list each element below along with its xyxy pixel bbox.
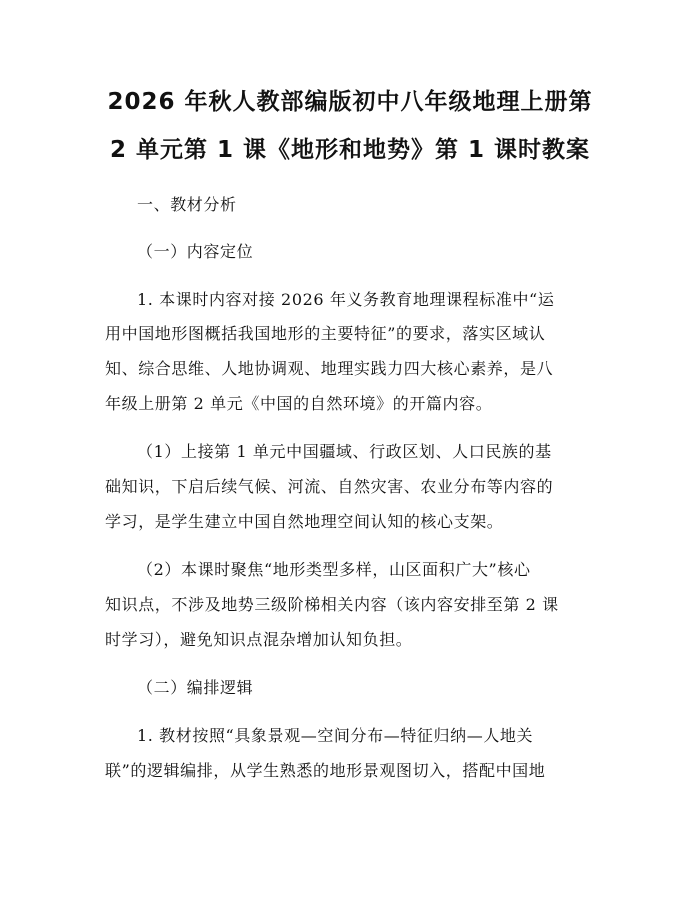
paragraph-1-line-1: 1. 本课时内容对接 2026 年义务教育地理课程标准中“运 (137, 290, 555, 309)
section-heading-teaching-material-analysis: 一、教材分析 (137, 195, 237, 214)
subsection-heading-arrangement-logic: （二）编排逻辑 (137, 678, 254, 697)
paragraph-2-line-2: 础知识，下启后续气候、河流、自然灾害、农业分布等内容的 (105, 477, 554, 496)
paragraph-3-line-3: 时学习），避免知识点混杂增加认知负担。 (105, 630, 413, 649)
paragraph-1-line-3: 知、综合思维、人地协调观、地理实践力四大核心素养，是八 (105, 359, 554, 378)
paragraph-1-line-4: 年级上册第 2 单元《中国的自然环境》的开篇内容。 (105, 394, 493, 413)
paragraph-4-line-2: 联”的逻辑编排，从学生熟悉的地形景观图切入，搭配中国地 (105, 761, 546, 780)
paragraph-2-line-3: 学习，是学生建立中国自然地理空间认知的核心支架。 (105, 512, 504, 531)
document-title-line-1: 2026 年秋人教部编版初中八年级地理上册第 (107, 89, 593, 115)
paragraph-3-line-1: （2）本课时聚焦“地形类型多样，山区面积广大”核心 (137, 560, 531, 579)
document-title-line-2: 2 单元第 1 课《地形和地势》第 1 课时教案 (109, 137, 591, 163)
paragraph-3-line-2: 知识点，不涉及地势三级阶梯相关内容（该内容安排至第 2 课 (105, 595, 559, 614)
paragraph-2-line-1: （1）上接第 1 单元中国疆域、行政区划、人口民族的基 (137, 442, 552, 461)
subsection-heading-content-positioning: （一）内容定位 (137, 242, 254, 261)
paragraph-4-line-1: 1. 教材按照“具象景观—空间分布—特征归纳—人地关 (137, 726, 534, 745)
paragraph-1-line-2: 用中国地形图概括我国地形的主要特征”的要求，落实区域认 (105, 324, 546, 343)
